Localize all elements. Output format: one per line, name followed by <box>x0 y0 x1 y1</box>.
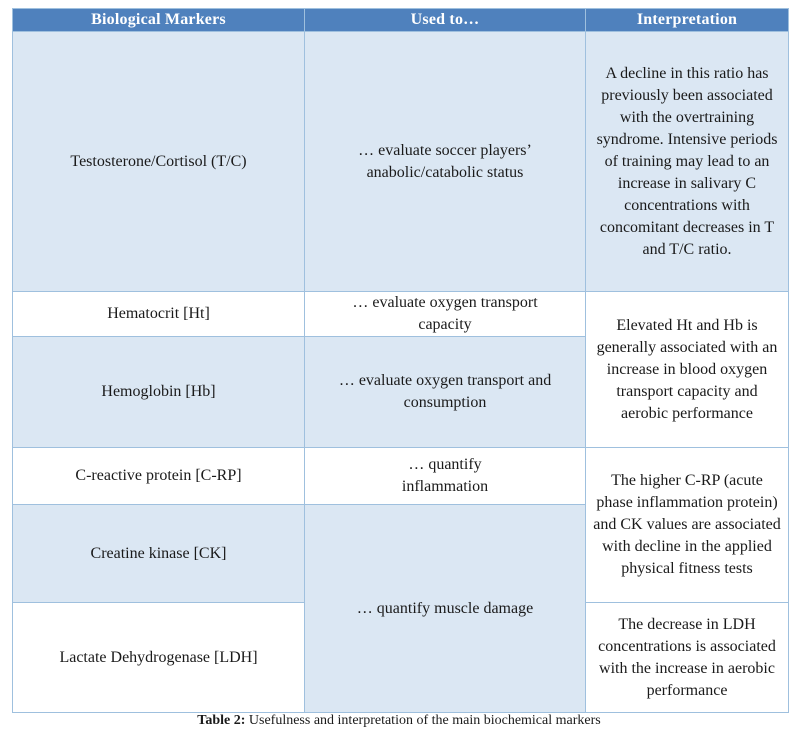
used-hb: … evaluate oxygen transport and consumption <box>305 337 586 448</box>
used-ht: … evaluate oxygen transport capacity <box>305 292 586 337</box>
header-used-to: Used to… <box>305 9 586 32</box>
marker-ht: Hematocrit [Ht] <box>13 292 305 337</box>
marker-ldh: Lactate Dehydrogenase [LDH] <box>13 603 305 713</box>
used-crp: … quantify inflammation <box>305 448 586 505</box>
marker-hb: Hemoglobin [Hb] <box>13 337 305 448</box>
table-caption <box>0 712 798 730</box>
interp-ldh: The decrease in LDH concentrations is associated with the increase in aerobic performance <box>586 603 789 713</box>
interp-ht-hb: Elevated Ht and Hb is generally associated with an increase in blood oxygen transport capacity and aerobic performance <box>586 292 789 448</box>
markers-table <box>12 8 789 713</box>
used-tc: … evaluate soccer players’ anabolic/catabolic status <box>305 32 586 292</box>
interp-tc: A decline in this ratio has previously been associated with the overtraining syndrome. Intensive periods of training may lead to an increase in salivary C concentrations with concomitant decreases in T and T/C ratio. <box>586 32 789 292</box>
used-ck-ldh: … quantify muscle damage <box>305 505 586 713</box>
caption-text: Usefulness and interpretation of the main biochemical markers <box>245 713 601 728</box>
table-row-ht <box>13 292 789 337</box>
table-row-crp <box>13 448 789 505</box>
interp-crp-ck: The higher C-RP (acute phase inflammation protein) and CK values are associated with decline in the applied physical fitness tests <box>586 448 789 603</box>
marker-ck: Creatine kinase [CK] <box>13 505 305 603</box>
marker-tc: Testosterone/Cortisol (T/C) <box>13 32 305 292</box>
marker-crp: C-reactive protein [C-RP] <box>13 448 305 505</box>
table-header-row <box>13 9 789 32</box>
header-biological-markers: Biological Markers <box>13 9 305 32</box>
caption-label: Table 2: <box>197 713 246 728</box>
header-interpretation: Interpretation <box>586 9 789 32</box>
table-row-tc <box>13 32 789 292</box>
